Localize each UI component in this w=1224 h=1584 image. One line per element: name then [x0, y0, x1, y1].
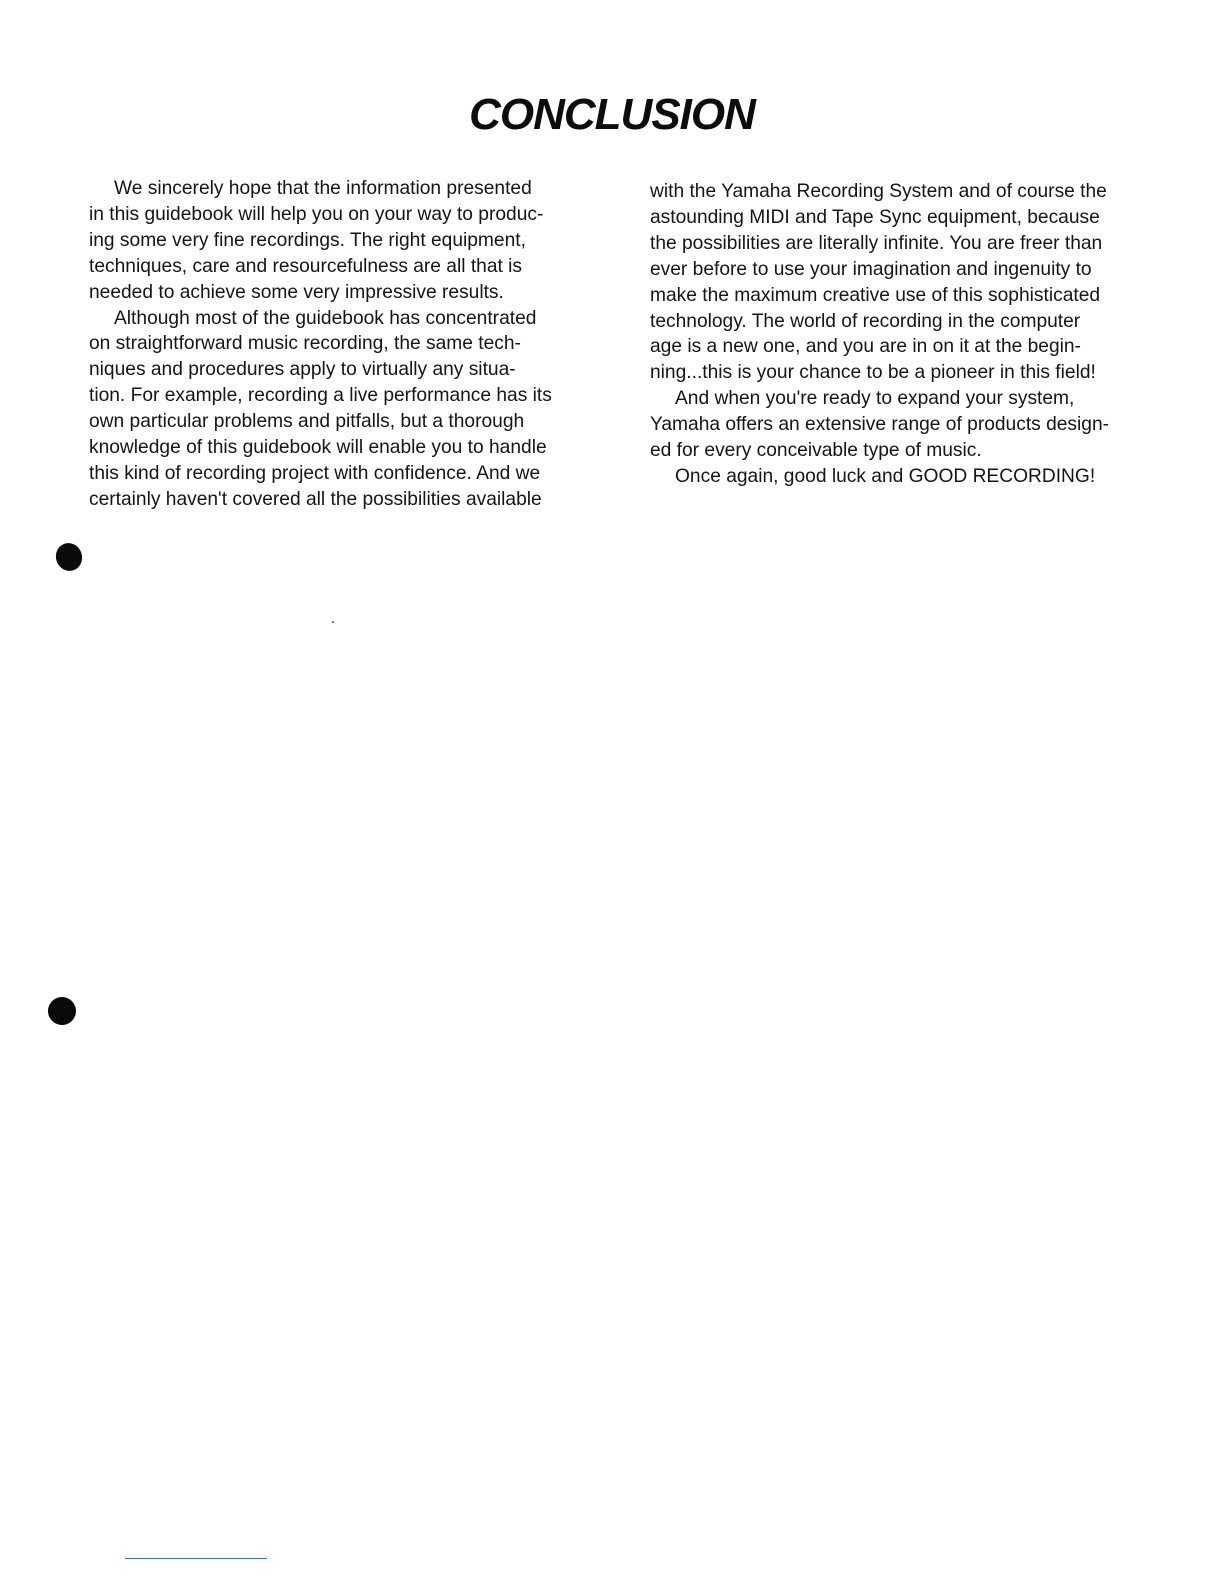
text-line: age is a new one, and you are in on it at the begin-: [650, 336, 1081, 358]
text-line: Yamaha offers an extensive range of products design-: [650, 414, 1109, 436]
text-line: on straightforward music recording, the same tech-: [89, 333, 521, 355]
text-line: certainly haven't covered all the possibilities available: [89, 488, 542, 510]
text-line: ed for every conceivable type of music.: [650, 440, 982, 462]
footer-rule: [125, 1558, 267, 1559]
text-line: astounding MIDI and Tape Sync equipment, because: [650, 206, 1100, 228]
left-text-column: [89, 176, 589, 513]
text-line: Although most of the guidebook has concentrated: [114, 307, 537, 329]
text-line: ever before to use your imagination and ingenuity to: [650, 258, 1092, 280]
text-line: tion. For example, recording a live performance has its: [89, 385, 552, 407]
text-line: niques and procedures apply to virtually any situa-: [89, 359, 516, 381]
text-line: ing some very fine recordings. The right equipment,: [89, 229, 526, 251]
text-line: own particular problems and pitfalls, but a thorough: [89, 411, 525, 433]
text-line: We sincerely hope that the information presented: [114, 178, 532, 199]
text-line: knowledge of this guidebook will enable you to handle: [89, 437, 547, 459]
text-line: in this guidebook will help you on your way to produc-: [89, 203, 544, 225]
text-line: the possibilities are literally infinite. You are freer than: [650, 232, 1103, 254]
text-line: ning...this is your chance to be a pioneer in this field!: [650, 362, 1096, 384]
binder-hole-mark: [52, 539, 86, 574]
right-text-column: [650, 179, 1130, 490]
text-line: Once again, good luck and GOOD RECORDING!: [675, 465, 1096, 487]
text-line: make the maximum creative use of this sophisticated: [650, 284, 1101, 306]
page-title: CONCLUSION: [469, 90, 755, 139]
text-line: techniques, care and resourcefulness are all that is: [89, 255, 523, 277]
text-line: with the Yamaha Recording System and of course the: [650, 181, 1107, 202]
scan-speck: [332, 621, 334, 623]
binder-hole-mark: [45, 994, 79, 1028]
text-line: this kind of recording project with confidence. And we: [89, 462, 541, 484]
text-line: And when you're ready to expand your system,: [675, 388, 1075, 410]
text-line: needed to achieve some very impressive results.: [89, 281, 504, 303]
text-line: technology. The world of recording in the computer: [650, 310, 1081, 332]
